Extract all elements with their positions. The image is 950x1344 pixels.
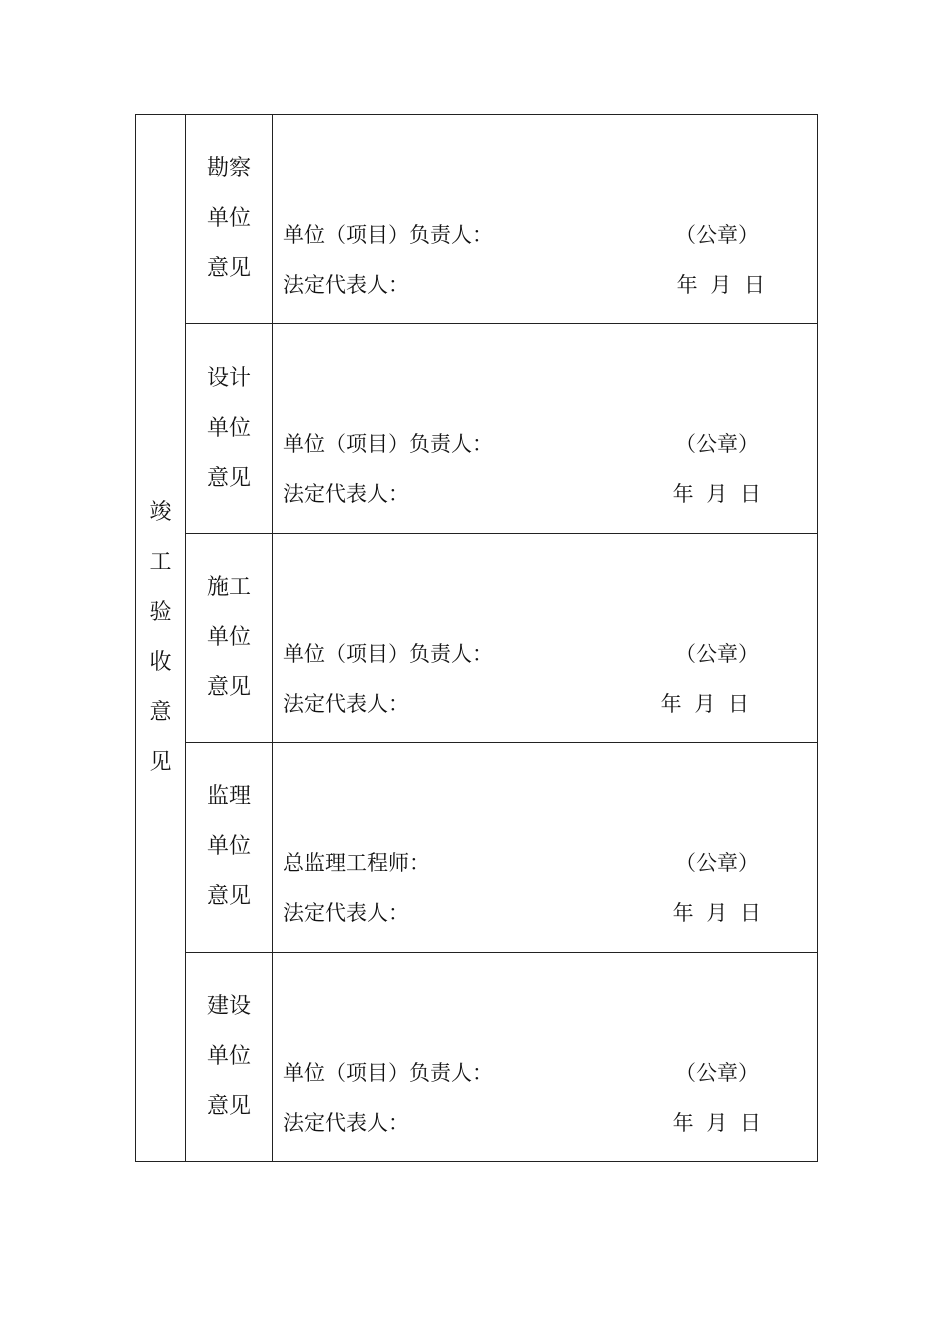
unit-label-survey (186, 115, 273, 324)
unit-label-line: 单位 (206, 834, 251, 860)
official-seal-label: （公章） (675, 641, 759, 666)
unit-label-construction (186, 533, 273, 742)
unit-label-line: 意见 (206, 465, 251, 491)
outer-label-char: 验 (149, 600, 172, 625)
table-row-owner (136, 952, 818, 1161)
unit-label-owner (186, 952, 273, 1161)
unit-label-line: 意见 (206, 256, 251, 282)
legal-representative-label: 法定代表人： (283, 482, 409, 507)
unit-label-line: 设计 (206, 365, 251, 391)
unit-label-line: 单位 (206, 415, 251, 441)
unit-label-line: 建设 (206, 993, 251, 1019)
official-seal-label: （公章） (675, 223, 759, 247)
legal-representative-label: 法定代表人： (283, 273, 409, 297)
legal-representative-label: 法定代表人： (283, 691, 409, 716)
table-row-survey (136, 115, 818, 324)
outer-label-char: 意 (149, 700, 172, 725)
outer-label-char: 见 (149, 750, 172, 775)
unit-label-line: 勘察 (206, 156, 251, 182)
completion-acceptance-opinion-label (136, 115, 186, 1162)
signature-area-supervision[interactable] (273, 743, 818, 952)
date-label: 年 月 日 (672, 482, 761, 507)
outer-label-char: 竣 (149, 500, 172, 525)
unit-label-design (186, 324, 273, 533)
unit-label-line: 意见 (206, 1093, 251, 1119)
unit-label-line: 单位 (206, 624, 251, 650)
unit-label-line: 意见 (206, 884, 251, 910)
unit-label-line: 施工 (206, 574, 251, 600)
signature-area-survey[interactable] (273, 115, 818, 324)
unit-label-line: 单位 (206, 206, 251, 232)
date-label: 年 月 日 (660, 691, 749, 716)
date-label: 年 月 日 (672, 1110, 761, 1135)
unit-label-line: 监理 (206, 784, 251, 810)
signature-area-owner[interactable] (273, 952, 818, 1161)
table-row-design (136, 324, 818, 533)
signature-area-construction[interactable] (273, 533, 818, 742)
acceptance-opinion-table (135, 114, 818, 1162)
unit-label-line: 单位 (206, 1043, 251, 1069)
outer-label-char: 工 (149, 550, 172, 575)
responsible-person-label: 单位（项目）负责人： (283, 641, 493, 666)
unit-label-line: 意见 (206, 674, 251, 700)
official-seal-label: （公章） (675, 1060, 759, 1085)
responsible-person-label: 单位（项目）负责人： (283, 432, 493, 457)
legal-representative-label: 法定代表人： (283, 1110, 409, 1135)
table-row-construction (136, 533, 818, 742)
table-row-supervision (136, 743, 818, 952)
date-label: 年 月 日 (676, 273, 765, 297)
official-seal-label: （公章） (675, 851, 759, 876)
outer-label-char: 收 (149, 650, 172, 675)
date-label: 年 月 日 (672, 901, 761, 926)
official-seal-label: （公章） (675, 432, 759, 457)
unit-label-supervision (186, 743, 273, 952)
signature-area-design[interactable] (273, 324, 818, 533)
chief-supervisor-label: 总监理工程师： (283, 851, 430, 876)
responsible-person-label: 单位（项目）负责人： (283, 1060, 493, 1085)
responsible-person-label: 单位（项目）负责人： (283, 223, 493, 247)
legal-representative-label: 法定代表人： (283, 901, 409, 926)
